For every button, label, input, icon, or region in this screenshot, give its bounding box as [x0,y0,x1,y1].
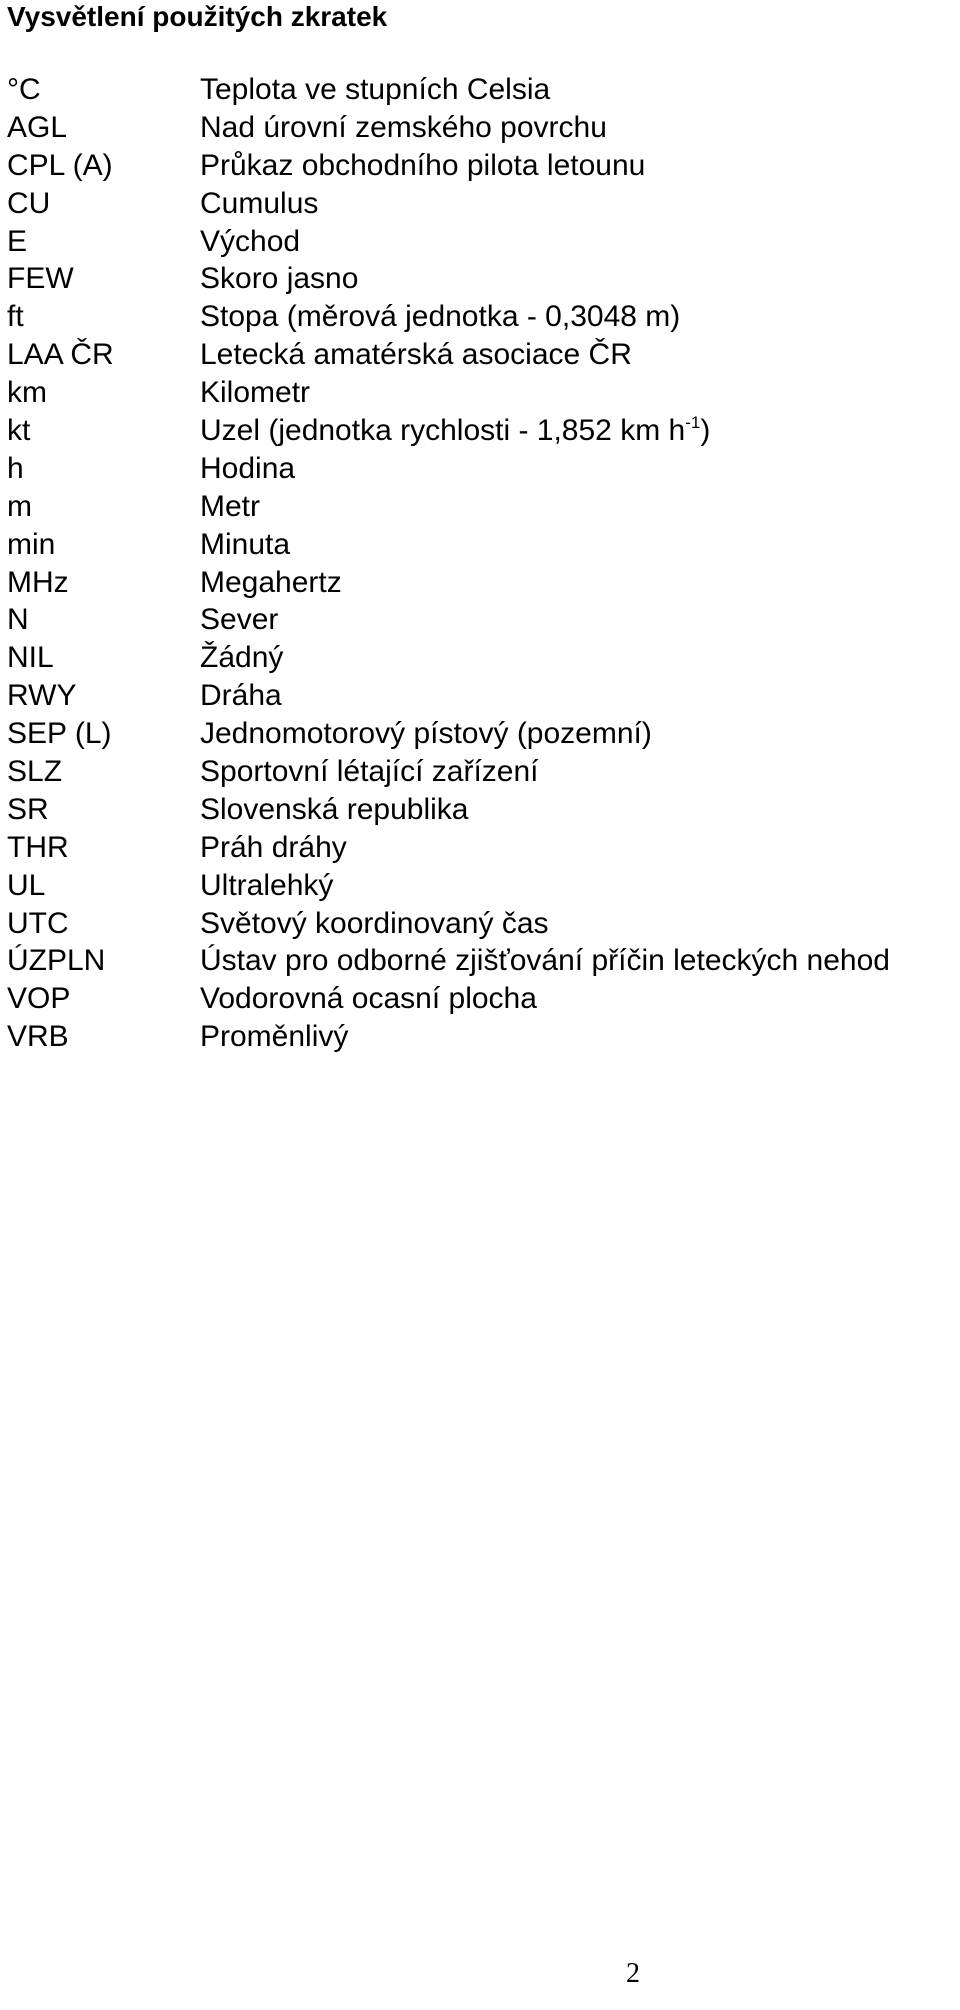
abbreviation-term: RWY [7,679,77,713]
abbreviation-term: UL [7,868,46,902]
abbreviation-row [7,1018,957,1056]
abbreviation-definition [200,753,539,791]
abbreviation-definition [200,942,890,980]
abbreviation-term: ÚZPLN [7,944,106,978]
abbreviation-row [7,109,957,147]
abbreviation-definition [200,639,283,677]
definition-text: Megahertz [200,565,342,599]
definition-text: Skoro jasno [200,262,359,296]
abbreviation-definition [200,109,607,147]
abbreviation-row [7,260,957,298]
definition-text: Východ [200,224,301,258]
abbreviation-term: m [7,489,32,523]
definition-text: Světový koordinovaný čas [200,906,549,940]
abbreviation-row [7,412,957,450]
definition-text: Proměnlivý [200,1020,349,1054]
definition-text: Minuta [200,527,291,561]
abbreviation-definition [200,71,550,109]
abbreviation-row [7,526,957,564]
abbreviation-row [7,298,957,336]
abbreviation-definition [200,564,342,602]
abbreviation-term: VRB [7,1020,69,1054]
abbreviation-term: VOP [7,982,71,1016]
definition-text: Teplota ve stupních Celsia [200,73,551,106]
abbreviation-row [7,374,957,412]
abbreviation-term: SLZ [7,755,63,789]
page-number: 2 [626,1958,640,1989]
abbreviation-row [7,185,957,223]
abbreviation-list [7,71,957,1056]
abbreviation-row [7,829,957,867]
abbreviation-row [7,942,957,980]
abbreviation-term: N [7,603,29,637]
abbreviation-definition [200,791,469,829]
abbreviation-row [7,450,957,488]
abbreviation-row [7,677,957,715]
abbreviation-definition [200,905,549,943]
definition-text: Kilometr [200,376,311,410]
abbreviation-row [7,336,957,374]
abbreviation-definition [200,185,318,223]
abbreviation-term: °C [7,73,41,106]
abbreviation-row [7,867,957,905]
abbreviation-term: NIL [7,641,54,675]
abbreviation-row [7,147,957,185]
definition-superscript: -1 [685,413,701,433]
definition-text: Práh dráhy [200,830,347,864]
abbreviation-term: kt [7,414,31,448]
abbreviation-term: CU [7,186,51,220]
definition-text: Cumulus [200,186,319,220]
definition-text: Vodorovná ocasní plocha [200,982,537,1016]
definition-text: Sportovní létající zařízení [200,755,539,789]
abbreviation-row [7,753,957,791]
abbreviation-definition [200,374,310,412]
definition-text: Průkaz obchodního pilota letounu [200,148,646,182]
abbreviation-row [7,905,957,943]
definition-text: Uzel (jednotka rychlosti - 1,852 km h [200,414,686,448]
abbreviation-row [7,715,957,753]
definition-text: Hodina [200,451,296,485]
abbreviation-row [7,601,957,639]
abbreviation-definition [200,677,282,715]
abbreviation-definition [200,1018,348,1056]
abbreviation-term: THR [7,830,69,864]
abbreviation-row [7,639,957,677]
abbreviation-definition [200,147,645,185]
abbreviation-definition [200,980,537,1018]
abbreviation-row [7,488,957,526]
abbreviation-definition [200,412,710,450]
abbreviation-term: UTC [7,906,69,940]
abbreviation-row [7,980,957,1018]
abbreviation-term: h [7,451,24,485]
abbreviation-definition [200,298,680,336]
definition-text: Ústav pro odborné zjišťování příčin leteckých nehod [200,944,890,978]
abbreviation-term: min [7,527,56,561]
abbreviation-term: AGL [7,110,68,144]
abbreviation-definition [200,867,333,905]
abbreviation-definition [200,450,295,488]
abbreviation-term: E [7,224,28,258]
definition-text: Metr [200,489,260,523]
abbreviation-row [7,791,957,829]
abbreviation-term: MHz [7,565,69,599]
abbreviation-definition [200,526,290,564]
abbreviation-row [7,564,957,602]
abbreviation-term: SEP (L) [7,717,112,751]
abbreviation-row [7,71,957,109]
abbreviation-definition [200,601,278,639]
abbreviation-term: FEW [7,262,74,296]
definition-text: Jednomotorový pístový (pozemní) [200,717,652,751]
definition-text: Slovenská republika [200,792,469,826]
abbreviation-definition [200,336,632,374]
definition-text: Nad úrovní zemského povrchu [200,110,607,144]
abbreviation-term: LAA ČR [7,338,114,372]
definition-text: Letecká amatérská asociace ČR [200,338,632,372]
definition-suffix: ) [700,414,711,448]
abbreviation-term: km [7,376,47,410]
abbreviation-term: SR [7,792,49,826]
abbreviation-term: ft [7,300,24,334]
definition-text: Ultralehký [200,868,334,902]
definition-text: Žádný [200,641,284,675]
abbreviation-definition [200,829,347,867]
definition-text: Sever [200,603,279,637]
abbreviation-row [7,223,957,261]
definition-text: Dráha [200,679,282,713]
abbreviation-term: CPL (A) [7,148,113,182]
abbreviation-definition [200,260,358,298]
abbreviation-definition [200,223,300,261]
definition-text: Stopa (měrová jednotka - 0,3048 m) [200,300,681,334]
page-heading: Vysvětlení použitých zkratek [7,1,388,32]
abbreviation-definition [200,715,652,753]
abbreviation-definition [200,488,260,526]
